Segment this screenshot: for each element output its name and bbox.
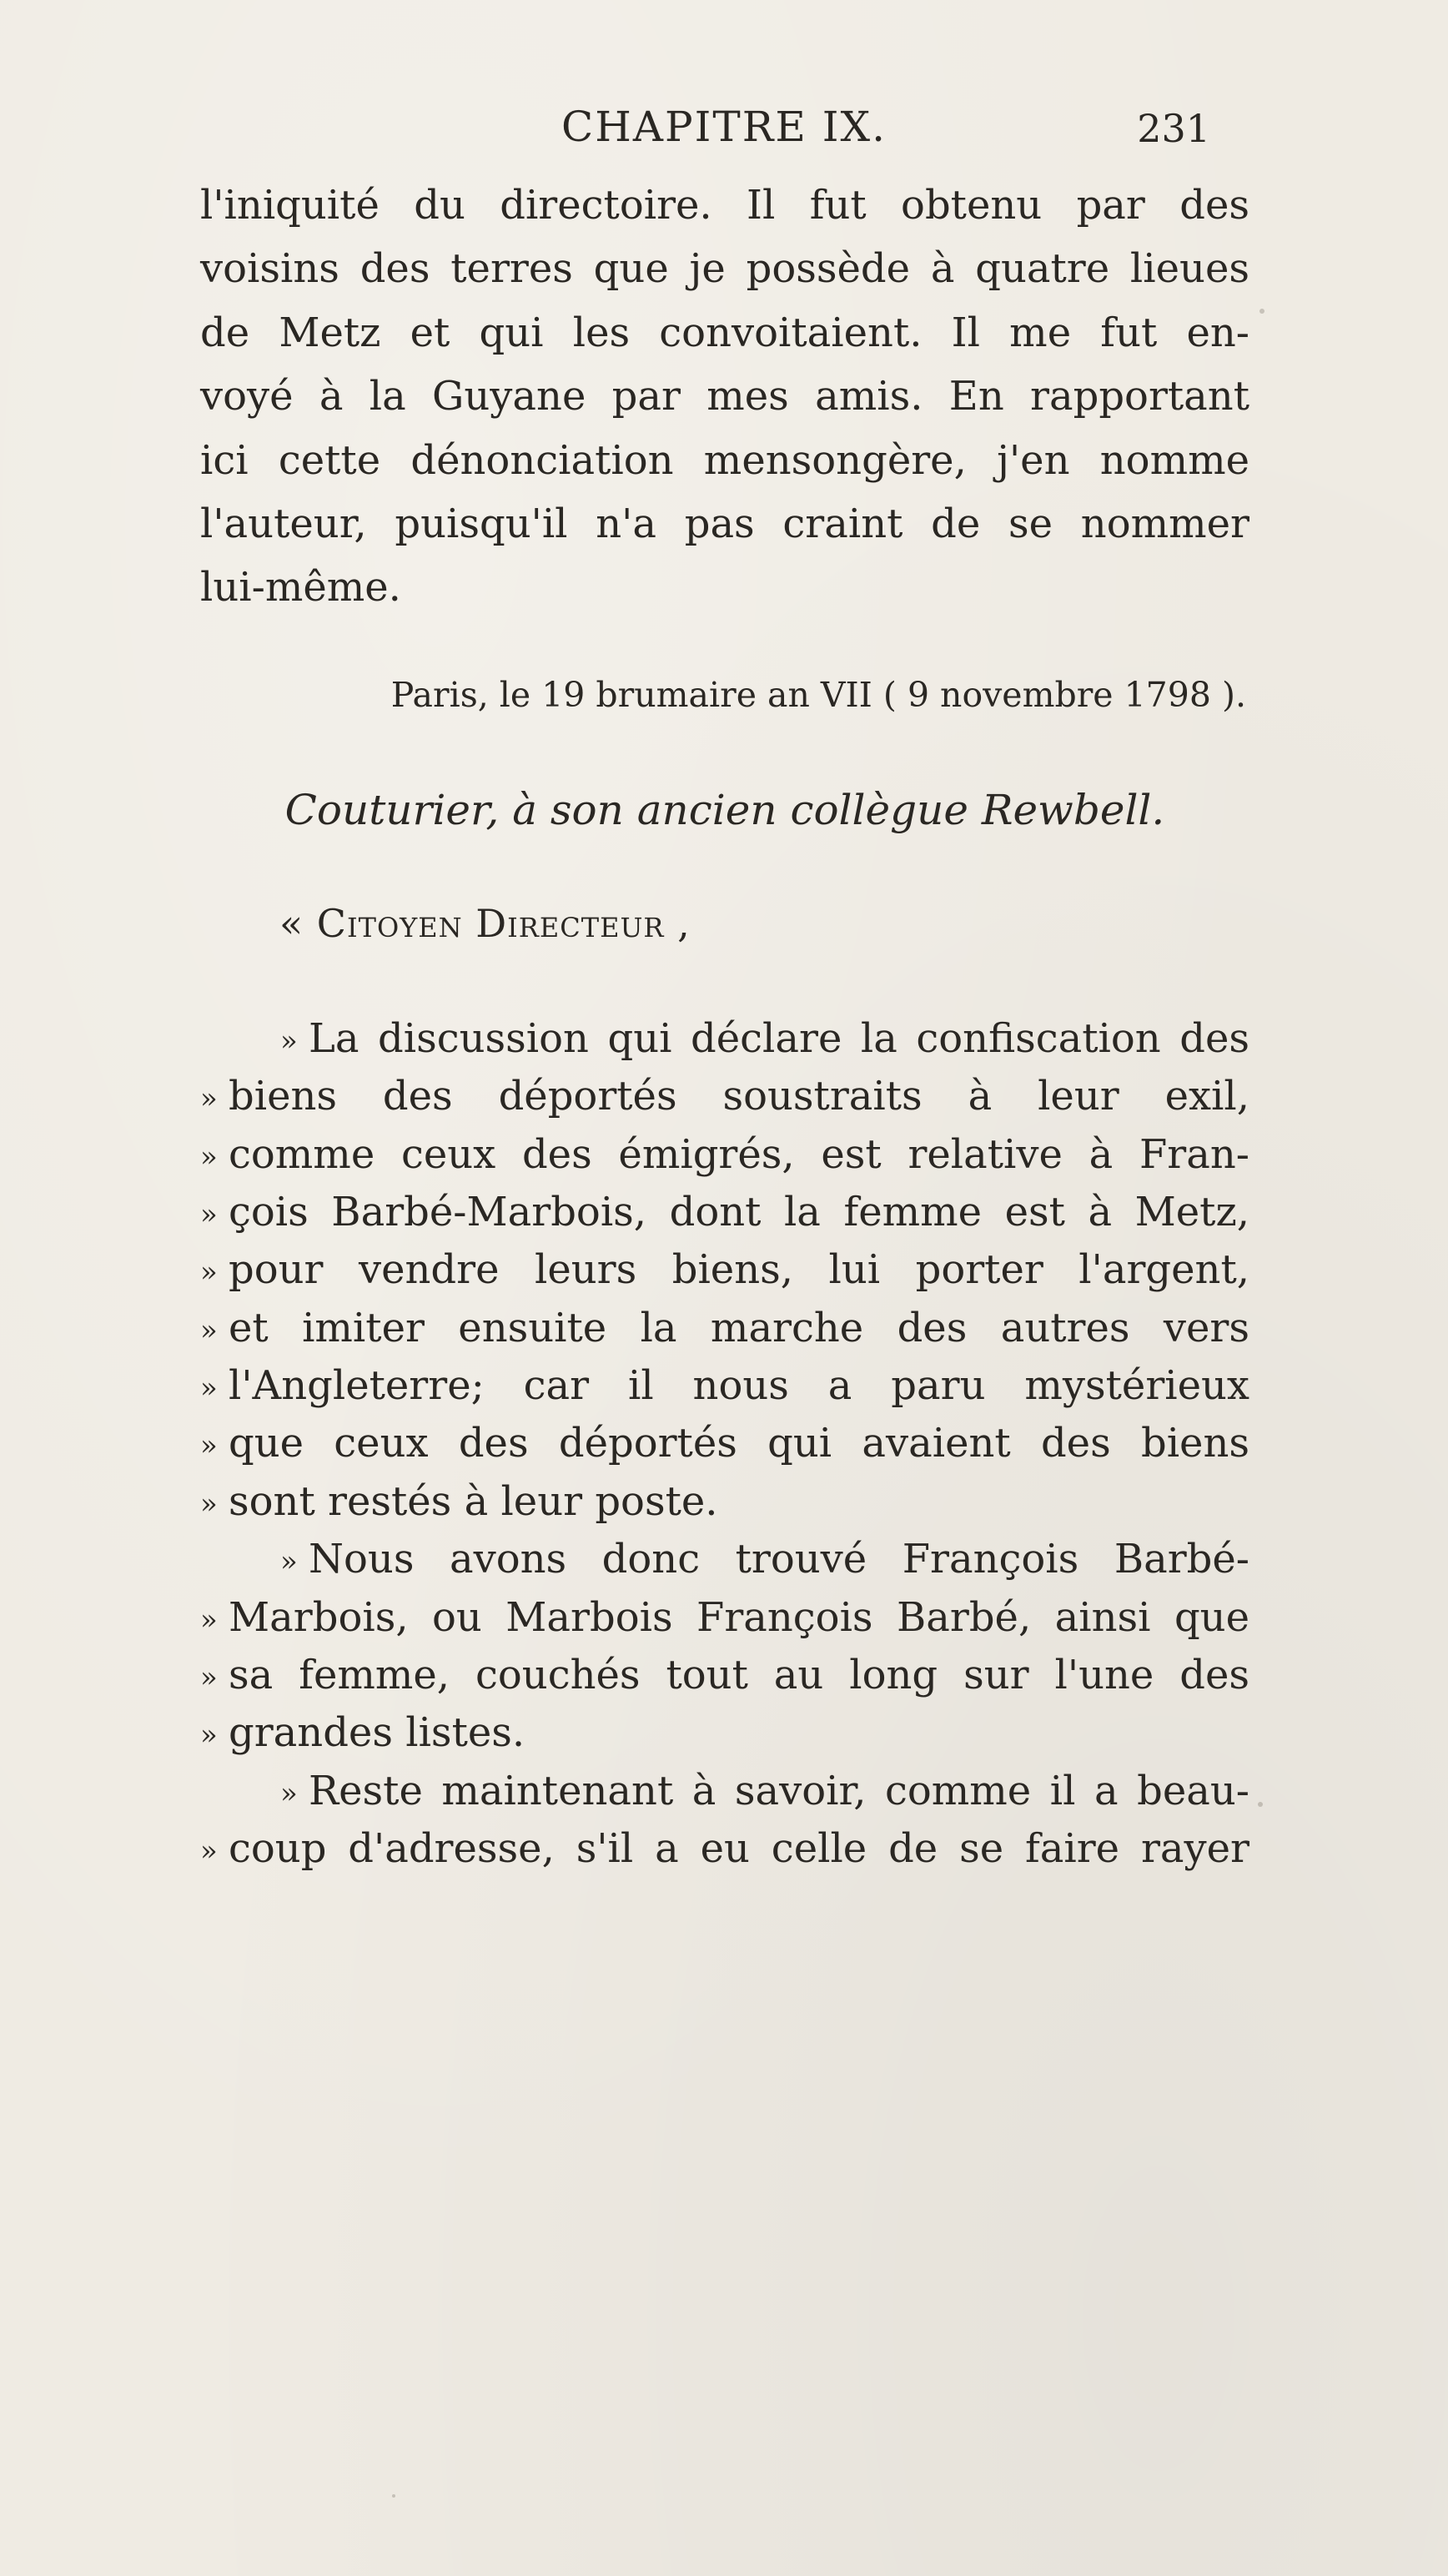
page-number: 231: [1137, 106, 1210, 151]
quote-mark: »: [200, 1255, 218, 1290]
letter-line-text: Marbois, ou Marbois François Barbé, ainsi que: [229, 1593, 1249, 1641]
quote-mark: »: [200, 1487, 218, 1521]
letter-salutation: « Citoyen Directeur ,: [279, 900, 691, 946]
letter-body: [200, 1010, 1249, 1879]
letter-heading: Couturier, à son ancien collègue Rewbell.: [284, 785, 1165, 834]
text-line: voisins des terres que je possède à quatre lieues: [200, 245, 1249, 293]
quote-mark: »: [200, 1313, 218, 1347]
letter-line-text: çois Barbé-Marbois, dont la femme est à Metz,: [229, 1188, 1249, 1235]
letter-line: [200, 1415, 1249, 1472]
letter-line: [200, 1300, 1249, 1357]
text-line: l'iniquité du directoire. Il fut obtenu par des: [200, 182, 1249, 229]
letter-line-text: pour vendre leurs biens, lui porter l'argent,: [229, 1246, 1249, 1294]
text-line: lui-même.: [200, 564, 401, 611]
letter-line-text: que ceux des déportés qui avaient des biens: [229, 1420, 1249, 1467]
quote-mark: »: [200, 1718, 218, 1753]
quote-mark: »: [200, 1371, 218, 1406]
quote-mark: »: [200, 1834, 218, 1869]
chapter-title: CHAPITRE IX.: [561, 103, 887, 151]
text-line: l'auteur, puisqu'il n'a pas craint de se nommer: [200, 500, 1249, 547]
letter-line: [200, 1531, 1249, 1588]
quote-mark: »: [200, 1140, 218, 1174]
letter-line-text: La discussion qui déclare la confiscation des: [309, 1014, 1249, 1062]
paper-speck: [1258, 1802, 1263, 1807]
letter-line-text: sont restés à leur poste.: [229, 1477, 718, 1525]
text-line: de Metz et qui les convoitaient. Il me fut en-: [200, 309, 1249, 356]
letter-line-text: sa femme, couchés tout au long sur l'une des: [229, 1652, 1249, 1699]
running-header: [0, 102, 1448, 160]
quote-mark: »: [280, 1545, 298, 1579]
letter-line: [200, 1010, 1249, 1068]
letter-line: [200, 1704, 1249, 1762]
letter-line: [200, 1357, 1249, 1415]
letter-line-text: coup d'adresse, s'il a eu celle de se faire rayer: [229, 1825, 1249, 1873]
letter-line: [200, 1763, 1249, 1820]
letter-line: [200, 1473, 1249, 1531]
letter-line: [200, 1126, 1249, 1184]
quote-mark: »: [200, 1661, 218, 1695]
intro-paragraph: [200, 174, 1249, 620]
letter-line: [200, 1068, 1249, 1125]
letter-dateline: Paris, le 19 brumaire an VII ( 9 novembre 1798 ).: [390, 674, 1246, 715]
page-body: [200, 174, 1249, 1879]
quote-mark: »: [200, 1197, 218, 1231]
letter-line-text: l'Angleterre; car il nous a paru mystérieux: [229, 1362, 1249, 1410]
letter-line: [200, 1241, 1249, 1299]
quote-mark: »: [200, 1429, 218, 1463]
paper-speck: [392, 2494, 395, 2498]
quote-mark: »: [280, 1776, 298, 1810]
text-line: voyé à la Guyane par mes amis. En rapportant: [200, 373, 1249, 420]
letter-line-text: et imiter ensuite la marche des autres vers: [229, 1304, 1249, 1351]
letter-line: [200, 1647, 1249, 1704]
letter-line: [200, 1820, 1249, 1878]
text-line: ici cette dénonciation mensongère, j'en nomme: [200, 436, 1249, 484]
paper-speck: [1259, 309, 1264, 314]
letter-line-text: grandes listes.: [229, 1709, 525, 1757]
letter-line: [200, 1589, 1249, 1647]
quote-mark: »: [200, 1602, 218, 1637]
letter-line-text: Reste maintenant à savoir, comme il a beau-: [309, 1767, 1249, 1814]
letter-line: [200, 1184, 1249, 1241]
letter-line-text: comme ceux des émigrés, est relative à Fran-: [229, 1130, 1249, 1178]
letter-line-text: biens des déportés soustraits à leur exil,: [229, 1073, 1249, 1120]
letter-line-text: Nous avons donc trouvé François Barbé-: [309, 1536, 1249, 1583]
quote-mark: »: [200, 1082, 218, 1116]
quote-mark: »: [280, 1024, 298, 1058]
